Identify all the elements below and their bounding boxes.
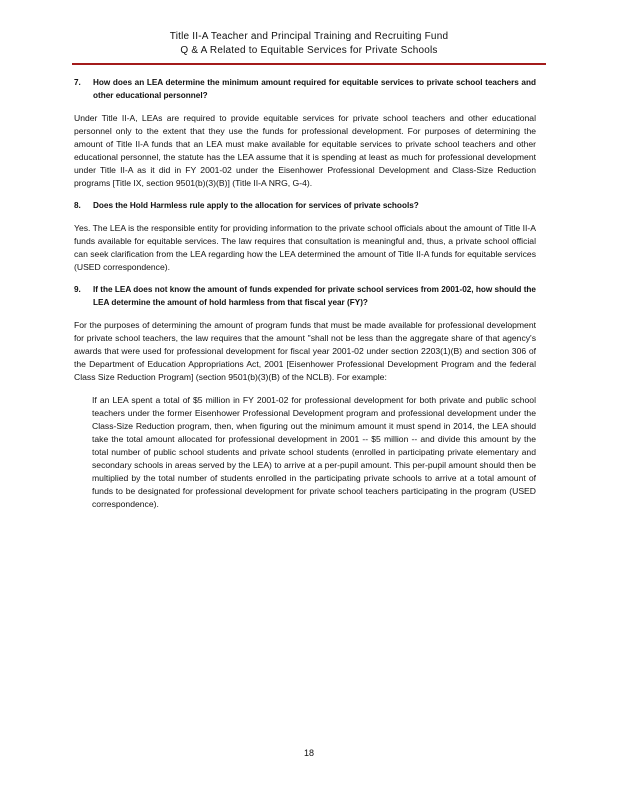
question-8-number: 8. xyxy=(74,201,81,210)
answer-8: Yes. The LEA is the responsible entity for providing information to the private school officials about the amount of Title II-A funds available for equitable services. The law requires that consultation is meaningful and, thus, a private school official can seek clarification from the LEA regarding how the LEA determined the amount of Title II-A funds for equitable services (USED correspondence). xyxy=(74,223,536,272)
page-header xyxy=(0,30,618,58)
answer-7: Under Title II-A, LEAs are required to provide equitable services for private school teachers and other educational personnel only to the extent that they use the funds for professional development. For purposes of determining the amount of Title II-A funds that an LEA must make available for equitable services to private school teachers and other educational personnel, the statute has the LEA assume that it is spending at least as much for professional development under Title II-A as it did in FY 2001-02 under the Eisenhower Professional Development and Class-Size Reduction programs [Title IX, section 9501(b)(3)(B)] (Title II-A NRG, G-4). xyxy=(74,113,536,188)
header-divider xyxy=(72,63,546,65)
question-9-text: If the LEA does not know the amount of funds expended for private school services from 2001-02, how should the LEA determine the amount of hold harmless from that fiscal year (FY)? xyxy=(93,285,536,307)
question-7-number: 7. xyxy=(74,78,81,87)
answer-9-example: If an LEA spent a total of $5 million in FY 2001-02 for professional development for both private and public school teachers under the former Eisenhower Professional Development program and professional development under the Class-Size Reduction program, then, when figuring out the minimum amount it must spend in 2014, the LEA should take the total amount allocated for professional development in 2001 -- $5 million -- and divide this amount by the total number of public school students and private school students (enrolled in participating private elementary and secondary schools in areas served by the LEA) to arrive at a per-pupil amount. This per-pupil amount should then be multiplied by the total number of students enrolled in the participating private schools to arrive at a total amount of funds to be designated for professional development for private school teachers participating in the program (USED correspondence). xyxy=(92,395,536,509)
question-8-text: Does the Hold Harmless rule apply to the allocation for services of private schools? xyxy=(93,201,419,210)
question-8 xyxy=(74,199,536,212)
answer-9: For the purposes of determining the amount of program funds that must be made available for professional development for private school teachers, the law requires that the amount "shall not be less than the aggregate share of that agency's awards that were used for professional development for fiscal year 2001-02 under section 2203(1)(B) and section 306 of the Department of Education Appropriations Act, 2001 [Eisenhower Professional Development Program and the federal Class Size Reduction Program] (section 9501(b)(3)(B) of the NCLB). For example: xyxy=(74,320,536,382)
page-number: 18 xyxy=(303,748,314,758)
question-9 xyxy=(74,283,536,309)
header-title-line-1: Title II-A Teacher and Principal Training and Recruiting Fund xyxy=(169,31,449,42)
document-body xyxy=(74,76,536,511)
question-9-number: 9. xyxy=(74,285,81,294)
question-7-text: How does an LEA determine the minimum amount required for equitable services to private school teachers and other educational personnel? xyxy=(93,78,536,100)
header-title-line-2: Q & A Related to Equitable Services for Private Schools xyxy=(180,45,438,56)
question-7 xyxy=(74,76,536,102)
